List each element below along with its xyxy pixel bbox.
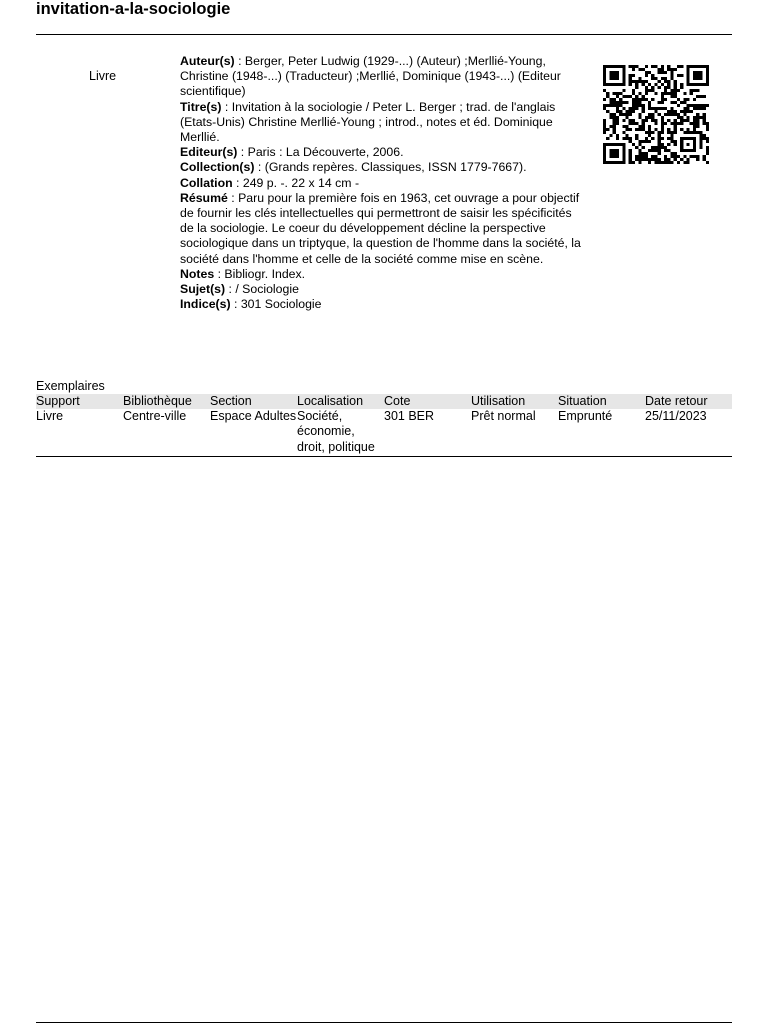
- field-separator: :: [237, 145, 248, 160]
- page-title: invitation-a-la-sociologie: [36, 0, 231, 18]
- field-label: Editeur(s): [180, 145, 238, 160]
- field-title: [180, 100, 582, 146]
- field-value: (Grands repères. Classiques, ISSN 1779-7667).: [264, 160, 527, 175]
- field-authors: [180, 54, 582, 100]
- column-header-library: Bibliothèque: [123, 394, 210, 409]
- field-separator: :: [225, 282, 236, 297]
- field-value: Berger, Peter Ludwig (1929-...) (Auteur) ;Merllié-Young, Christine (1948-...) (Traducteur) ;Merllié, Dominique (1943-...) (Editeur scientifique): [180, 54, 561, 99]
- column-header-section: Section: [210, 394, 297, 409]
- field-separator: :: [232, 175, 243, 190]
- bibliographic-record: [180, 54, 582, 312]
- field-label: Résumé: [180, 190, 228, 205]
- field-label: Auteur(s): [180, 54, 235, 68]
- field-value: Paris : La Découverte, 2006.: [247, 145, 404, 160]
- copies-heading: Exemplaires: [36, 379, 105, 393]
- field-separator: :: [227, 190, 239, 205]
- support-type-label: Livre: [89, 69, 117, 83]
- column-header-return-date: Date retour: [645, 394, 732, 409]
- field-label: Indice(s): [180, 297, 231, 312]
- field-separator: :: [234, 54, 245, 68]
- cell-section: Espace Adultes: [210, 409, 297, 424]
- cell-location: Société, économie, droit, politique: [297, 409, 375, 454]
- field-label: Collection(s): [180, 160, 255, 175]
- field-separator: :: [230, 297, 241, 312]
- cell-call-number: 301 BER: [384, 409, 435, 424]
- field-value: Bibliogr. Index.: [224, 266, 306, 281]
- field-separator: :: [221, 99, 232, 114]
- field-value: 249 p. -. 22 x 14 cm -: [242, 175, 360, 190]
- field-summary: [180, 191, 582, 267]
- cell-status: Emprunté: [558, 409, 613, 424]
- qr-code-icon: [603, 65, 709, 164]
- cell-return-date: 25/11/2023: [645, 409, 707, 424]
- table-row: [36, 409, 732, 456]
- title-divider: [36, 34, 732, 35]
- column-header-call-number: Cote: [384, 394, 471, 409]
- field-notes: [180, 267, 582, 282]
- column-header-location: Localisation: [297, 394, 384, 409]
- column-header-usage: Utilisation: [471, 394, 558, 409]
- field-label: Notes: [180, 266, 215, 281]
- copies-table: [36, 394, 732, 457]
- table-header-row: [36, 394, 732, 409]
- footer-divider: [36, 1022, 732, 1023]
- field-classification: [180, 297, 582, 312]
- field-value: Paru pour la première fois en 1963, cet ouvrage a pour objectif de fournir les clés intellectuelles qui permettront de saisir les spécificités de la sociologie. Le coeur du développement décline la perspective sociologique dans un triptyque, la question de l'homme dans la société, la société dans l'homme et celle de la société comme mise en scène.: [180, 190, 581, 266]
- field-label: Titre(s): [180, 99, 222, 114]
- field-collection: [180, 160, 582, 175]
- field-subjects: [180, 282, 582, 297]
- cell-support: Livre: [36, 409, 64, 424]
- cell-usage: Prêt normal: [471, 409, 536, 424]
- field-publisher: [180, 145, 582, 160]
- column-header-support: Support: [36, 394, 123, 409]
- field-label: Collation: [180, 175, 233, 190]
- field-separator: :: [214, 266, 225, 281]
- field-value: 301 Sociologie: [240, 297, 322, 312]
- column-header-status: Situation: [558, 394, 645, 409]
- field-collation: [180, 176, 582, 191]
- field-value: Invitation à la sociologie / Peter L. Berger ; trad. de l'anglais (Etats-Unis) Christine Merllié-Young ; introd., notes et éd. Dominique Merllié.: [180, 99, 556, 145]
- field-separator: :: [254, 160, 265, 175]
- cell-library: Centre-ville: [123, 409, 187, 424]
- field-label: Sujet(s): [180, 282, 226, 297]
- field-value: / Sociologie: [235, 282, 299, 297]
